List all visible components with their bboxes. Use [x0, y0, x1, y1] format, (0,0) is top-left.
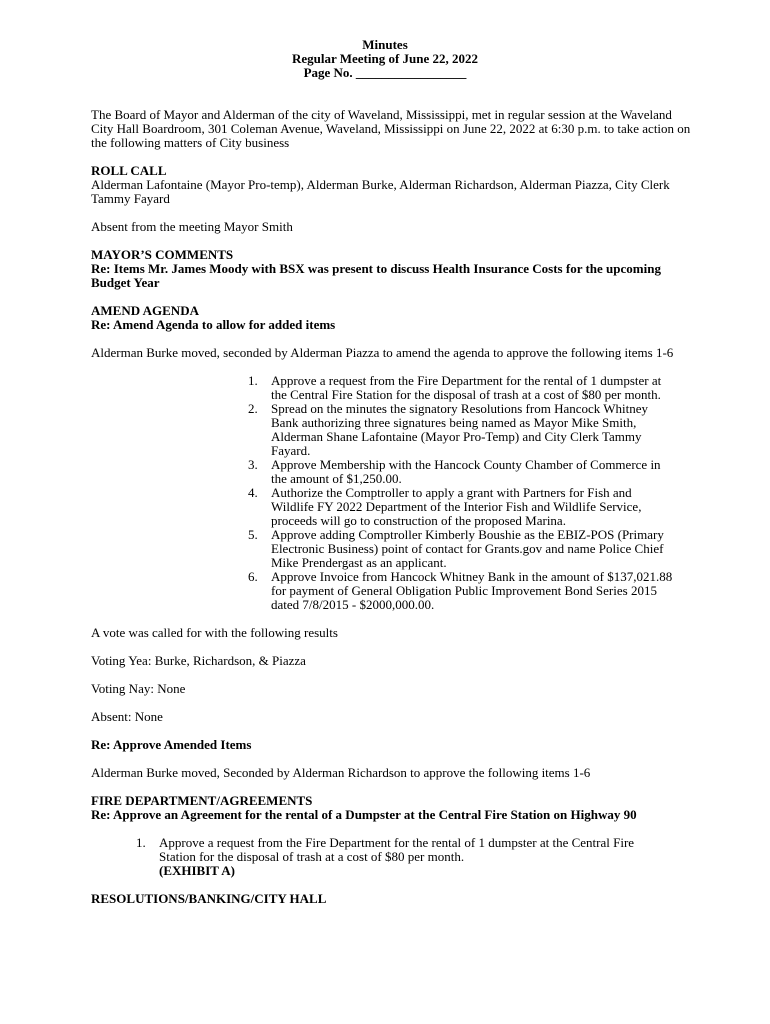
amend-agenda-motion: Alderman Burke moved, seconded by Alderman Piazza to amend the agenda to approve the following items 1-6: [91, 345, 674, 360]
amend-agenda-heading: AMEND AGENDA: [91, 303, 199, 318]
fire-department-items: [136, 836, 656, 878]
list-item-text: Approve adding Comptroller Kimberly Boushie as the EBIZ-POS (Primary Electronic Business) point of contact for Grants.gov and name Police Chief Mike Prendergast as an applicant.: [271, 527, 664, 570]
list-item-number: 3.: [248, 457, 258, 472]
list-item-number: 1.: [248, 373, 258, 388]
fire-department-section: [91, 794, 691, 822]
list-item-text: Approve Invoice from Hancock Whitney Bank in the amount of $137,021.88 for payment of General Obligation Public Improvement Bond Series 2015 dated 7/8/2015 - $2000,000.00.: [271, 569, 673, 612]
list-item: [248, 402, 676, 458]
resolutions-heading: RESOLUTIONS/BANKING/CITY HALL: [91, 891, 327, 906]
mayors-comments-re: Re: Items Mr. James Moody with BSX was present to discuss Health Insurance Costs for the upcoming Budget Year: [91, 261, 661, 290]
list-item-number: 5.: [248, 527, 258, 542]
list-item: [136, 836, 656, 878]
intro-paragraph: The Board of Mayor and Alderman of the city of Waveland, Mississippi, met in regular session at the Waveland City Hall Boardroom, 301 Coleman Avenue, Waveland, Mississippi on June 22, 2022 at 6:30 p.m. to take action on the following matters of City business: [91, 107, 691, 150]
mayors-comments-heading: MAYOR’S COMMENTS: [91, 247, 234, 262]
mayors-comments-section: [91, 248, 691, 290]
exhibit-label: (EXHIBIT A): [159, 863, 235, 878]
list-item: [248, 458, 676, 486]
list-item-number: 1.: [136, 835, 146, 850]
list-item-text: Approve Membership with the Hancock County Chamber of Commerce in the amount of $1,250.00.: [271, 457, 661, 486]
approve-amended-re: Re: Approve Amended Items: [91, 737, 252, 752]
header-title: Minutes: [362, 37, 408, 52]
fire-department-heading: FIRE DEPARTMENT/AGREEMENTS: [91, 793, 313, 808]
vote-absent-text: Absent: None: [91, 709, 163, 724]
list-item: [248, 528, 676, 570]
list-item-text: Spread on the minutes the signatory Resolutions from Hancock Whitney Bank authorizing three signatures being named as Mayor Mike Smith, Alderman Shane Lafontaine (Mayor Pro-Temp) and City Clerk Tammy Fayard.: [271, 401, 649, 458]
amend-agenda-re: Re: Amend Agenda to allow for added items: [91, 317, 336, 332]
approve-amended-motion: Alderman Burke moved, Seconded by Alderman Richardson to approve the following items 1-6: [91, 765, 591, 780]
fire-department-re: Re: Approve an Agreement for the rental of a Dumpster at the Central Fire Station on Highway 90: [91, 807, 637, 822]
list-item-text: Authorize the Comptroller to apply a grant with Partners for Fish and Wildlife FY 2022 Department of the Interior Fish and Wildlife Service, proceeds will go to construction of the proposed Marina.: [271, 485, 642, 528]
list-item: [248, 374, 676, 402]
list-item-number: 4.: [248, 485, 258, 500]
list-item-number: 6.: [248, 569, 258, 584]
vote-called-text: A vote was called for with the following results: [91, 625, 338, 640]
amend-agenda-items: [248, 374, 676, 612]
voting-nay-text: Voting Nay: None: [91, 681, 186, 696]
header-meeting: Regular Meeting of June 22, 2022: [291, 51, 479, 66]
list-item-text: Approve a request from the Fire Department for the rental of 1 dumpster at the Central Fire Station for the disposal of trash at a cost of $80 per month.: [271, 373, 662, 402]
document-header: [0, 38, 770, 80]
voting-yea-text: Voting Yea: Burke, Richardson, & Piazza: [91, 653, 306, 668]
roll-call-section: [91, 164, 691, 206]
list-item: [248, 570, 676, 612]
list-item-number: 2.: [248, 401, 258, 416]
list-item: [248, 486, 676, 528]
document-body: [91, 108, 691, 906]
list-item-text: Approve a request from the Fire Department for the rental of 1 dumpster at the Central Fire Station for the disposal of trash at a cost of $80 per month.: [159, 835, 635, 864]
roll-call-heading: ROLL CALL: [91, 163, 167, 178]
roll-call-absent: Absent from the meeting Mayor Smith: [91, 219, 293, 234]
roll-call-text: Alderman Lafontaine (Mayor Pro-temp), Alderman Burke, Alderman Richardson, Alderman Piazza, City Clerk Tammy Fayard: [91, 177, 670, 206]
header-page-no: Page No. _________________: [303, 65, 467, 80]
amend-agenda-section: [91, 304, 691, 332]
